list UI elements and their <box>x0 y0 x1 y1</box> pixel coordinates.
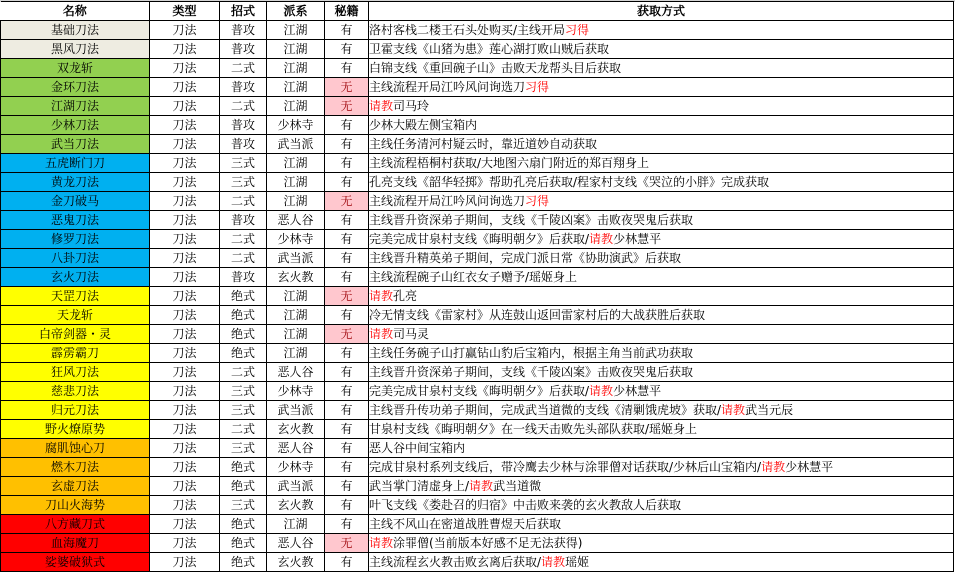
table-row <box>1 363 954 382</box>
highlight-text: 请教 <box>761 459 786 474</box>
cell-method[interactable] <box>369 287 954 306</box>
cell-secret[interactable]: 有 <box>325 363 369 382</box>
cell-school[interactable]: 江湖 <box>267 97 325 116</box>
cell-type[interactable]: 刀法 <box>150 534 220 553</box>
method-text: 主线晋升资深弟子期间，支线《千陵凶案》击败夜哭鬼后获取 <box>369 212 694 227</box>
method-text: 叶飞支线《娄赴召的归宿》中击败来袭的玄火教敌人后获取 <box>369 497 682 512</box>
cell-secret[interactable]: 有 <box>325 59 369 78</box>
cell-school[interactable]: 江湖 <box>267 287 325 306</box>
cell-style[interactable]: 三式 <box>220 439 267 458</box>
cell-method[interactable] <box>369 78 954 97</box>
cell-school[interactable]: 江湖 <box>267 78 325 97</box>
cell-secret[interactable]: 无 <box>325 97 369 116</box>
highlight-text: 请教 <box>369 535 394 550</box>
method-text: 主线流程开局江吟风问询选刀 <box>369 79 526 94</box>
cell-style[interactable]: 绝式 <box>220 477 267 496</box>
cell-type[interactable]: 刀法 <box>150 306 220 325</box>
table-row <box>1 40 954 59</box>
method-text: 完美完成甘泉村支线《晦明朝夕》后获取/ <box>369 231 590 246</box>
cell-type[interactable]: 刀法 <box>150 97 220 116</box>
cell-school[interactable]: 江湖 <box>267 306 325 325</box>
cell-secret[interactable]: 有 <box>325 439 369 458</box>
cell-secret[interactable]: 有 <box>325 401 369 420</box>
highlight-text: 请教 <box>589 231 614 246</box>
cell-secret[interactable]: 有 <box>325 173 369 192</box>
cell-style[interactable]: 二式 <box>220 230 267 249</box>
method-text: 少林慧平 <box>613 383 662 398</box>
cell-name[interactable]: 玄虚刀法 <box>1 477 150 496</box>
cell-secret[interactable]: 有 <box>325 249 369 268</box>
cell-secret[interactable]: 无 <box>325 287 369 306</box>
method-text: 武当掌门清虚身上/ <box>369 478 470 493</box>
table-row <box>1 439 954 458</box>
cell-secret[interactable]: 有 <box>325 420 369 439</box>
cell-style[interactable]: 普攻 <box>220 21 267 40</box>
cell-secret[interactable]: 有 <box>325 382 369 401</box>
cell-name[interactable]: 基础刀法 <box>1 21 150 40</box>
method-text: 武当元辰 <box>745 402 794 417</box>
table-row <box>1 211 954 230</box>
cell-type[interactable]: 刀法 <box>150 477 220 496</box>
cell-type[interactable]: 刀法 <box>150 154 220 173</box>
method-text: 卫霍支线《山猪为患》莲心湖打败山贼后获取 <box>369 41 610 56</box>
cell-style[interactable]: 绝式 <box>220 344 267 363</box>
cell-school[interactable]: 少林寺 <box>267 116 325 135</box>
header-secret[interactable]: 秘籍 <box>325 2 369 21</box>
cell-name[interactable]: 慈悲刀法 <box>1 382 150 401</box>
table-row <box>1 496 954 515</box>
cell-secret[interactable]: 有 <box>325 154 369 173</box>
method-text: 主线流程开局江吟风问询选刀 <box>369 193 526 208</box>
cell-secret[interactable]: 有 <box>325 230 369 249</box>
cell-method[interactable] <box>369 496 954 515</box>
method-text: 少林大殿左侧宝箱内 <box>369 117 478 132</box>
cell-type[interactable]: 刀法 <box>150 458 220 477</box>
spreadsheet-table <box>0 1 954 572</box>
cell-secret[interactable]: 有 <box>325 268 369 287</box>
method-text: 少林慧平 <box>613 231 662 246</box>
highlight-text: 习得 <box>565 22 590 37</box>
cell-school[interactable]: 江湖 <box>267 59 325 78</box>
cell-school[interactable]: 江湖 <box>267 515 325 534</box>
cell-secret[interactable]: 无 <box>325 325 369 344</box>
cell-school[interactable]: 玄火教 <box>267 496 325 515</box>
cell-name[interactable]: 黄龙刀法 <box>1 173 150 192</box>
method-text: 主线晋升精英弟子期间，完成门派日常《协助演武》后获取 <box>369 250 682 265</box>
cell-method[interactable] <box>369 21 954 40</box>
cell-name[interactable]: 八方藏刀式 <box>1 515 150 534</box>
cell-school[interactable]: 武当派 <box>267 401 325 420</box>
method-text: 主线流程碗子山红衣女子赠予/瑶姬身上 <box>369 269 578 284</box>
cell-school[interactable]: 武当派 <box>267 249 325 268</box>
cell-type[interactable]: 刀法 <box>150 211 220 230</box>
cell-style[interactable]: 普攻 <box>220 78 267 97</box>
cell-type[interactable]: 刀法 <box>150 116 220 135</box>
cell-method[interactable] <box>369 458 954 477</box>
cell-style[interactable]: 绝式 <box>220 287 267 306</box>
cell-school[interactable]: 武当派 <box>267 135 325 154</box>
method-text: 主线晋升资深弟子期间，支线《千陵凶案》击败夜哭鬼后获取 <box>369 364 694 379</box>
cell-school[interactable]: 恶人谷 <box>267 363 325 382</box>
highlight-text: 习得 <box>525 193 550 208</box>
method-text: 主线流程玄火教击败玄离后获取/ <box>369 554 542 569</box>
header-method[interactable]: 获取方式 <box>369 2 954 21</box>
cell-name[interactable]: 恶鬼刀法 <box>1 211 150 230</box>
cell-secret[interactable]: 有 <box>325 116 369 135</box>
method-text: 白锦支线《重回碗子山》击败天龙帮头目后获取 <box>369 60 622 75</box>
cell-type[interactable]: 刀法 <box>150 420 220 439</box>
cell-school[interactable]: 恶人谷 <box>267 211 325 230</box>
cell-style[interactable]: 普攻 <box>220 116 267 135</box>
cell-type[interactable]: 刀法 <box>150 230 220 249</box>
table-row <box>1 344 954 363</box>
cell-school[interactable]: 少林寺 <box>267 230 325 249</box>
method-text: 瑶姬 <box>565 554 590 569</box>
cell-style[interactable]: 二式 <box>220 363 267 382</box>
cell-type[interactable]: 刀法 <box>150 59 220 78</box>
cell-method[interactable] <box>369 439 954 458</box>
cell-style[interactable]: 三式 <box>220 496 267 515</box>
cell-name[interactable]: 江湖刀法 <box>1 97 150 116</box>
method-text: 甘泉村支线《晦明朝夕》在一线天击败先头部队获取/瑶姬身上 <box>369 421 698 436</box>
header-row <box>1 2 954 21</box>
cell-method[interactable] <box>369 306 954 325</box>
cell-method[interactable] <box>369 249 954 268</box>
cell-name[interactable]: 八卦刀法 <box>1 249 150 268</box>
cell-secret[interactable]: 有 <box>325 40 369 59</box>
cell-style[interactable]: 二式 <box>220 97 267 116</box>
method-text: 洛村客栈二楼王石头处购买/主线开局 <box>369 22 566 37</box>
cell-type[interactable]: 刀法 <box>150 553 220 572</box>
cell-method[interactable] <box>369 420 954 439</box>
cell-secret[interactable]: 有 <box>325 515 369 534</box>
cell-school[interactable]: 江湖 <box>267 192 325 211</box>
cell-secret[interactable]: 有 <box>325 306 369 325</box>
table-row <box>1 420 954 439</box>
cell-method[interactable] <box>369 268 954 287</box>
cell-method[interactable] <box>369 534 954 553</box>
cell-style[interactable]: 绝式 <box>220 306 267 325</box>
cell-school[interactable]: 少林寺 <box>267 382 325 401</box>
cell-method[interactable] <box>369 116 954 135</box>
method-text: 主线不风山在密道战胜曹煜天后获取 <box>369 516 562 531</box>
cell-style[interactable]: 二式 <box>220 249 267 268</box>
cell-name[interactable]: 霹雳霸刀 <box>1 344 150 363</box>
highlight-text: 习得 <box>525 79 550 94</box>
cell-secret[interactable]: 无 <box>325 192 369 211</box>
table-row <box>1 458 954 477</box>
cell-method[interactable] <box>369 401 954 420</box>
cell-type[interactable]: 刀法 <box>150 40 220 59</box>
highlight-text: 请教 <box>541 554 566 569</box>
highlight-text: 请教 <box>589 383 614 398</box>
cell-name[interactable]: 金环刀法 <box>1 78 150 97</box>
cell-name[interactable]: 狂风刀法 <box>1 363 150 382</box>
cell-name[interactable]: 金刀破马 <box>1 192 150 211</box>
table-row <box>1 325 954 344</box>
cell-name[interactable]: 黑风刀法 <box>1 40 150 59</box>
method-text: 少林慧平 <box>785 459 834 474</box>
cell-name[interactable]: 武当刀法 <box>1 135 150 154</box>
method-text: 主线任务碗子山打赢钻山豹后宝箱内，根据主角当前武功获取 <box>369 345 694 360</box>
cell-school[interactable]: 江湖 <box>267 173 325 192</box>
cell-name[interactable]: 归元刀法 <box>1 401 150 420</box>
cell-style[interactable]: 普攻 <box>220 268 267 287</box>
cell-method[interactable] <box>369 553 954 572</box>
cell-secret[interactable]: 有 <box>325 553 369 572</box>
cell-type[interactable]: 刀法 <box>150 268 220 287</box>
cell-secret[interactable]: 有 <box>325 477 369 496</box>
table-row <box>1 553 954 572</box>
cell-method[interactable] <box>369 211 954 230</box>
method-text: 主线任务清河村疑云时，靠近道妙自动获取 <box>369 136 598 151</box>
cell-school[interactable]: 恶人谷 <box>267 534 325 553</box>
cell-secret[interactable]: 有 <box>325 211 369 230</box>
method-text: 恶人谷中间宝箱内 <box>369 440 466 455</box>
cell-school[interactable]: 恶人谷 <box>267 439 325 458</box>
cell-name[interactable]: 野火燎原势 <box>1 420 150 439</box>
header-name[interactable]: 名称 <box>1 2 150 21</box>
table-body <box>1 21 954 572</box>
cell-name[interactable]: 燃木刀法 <box>1 458 150 477</box>
header-school[interactable]: 派系 <box>267 2 325 21</box>
table-row <box>1 116 954 135</box>
cell-style[interactable]: 绝式 <box>220 534 267 553</box>
cell-type[interactable]: 刀法 <box>150 382 220 401</box>
table-row <box>1 230 954 249</box>
cell-style[interactable]: 普攻 <box>220 135 267 154</box>
table-row <box>1 401 954 420</box>
cell-school[interactable]: 江湖 <box>267 344 325 363</box>
cell-secret[interactable]: 有 <box>325 135 369 154</box>
cell-style[interactable]: 绝式 <box>220 553 267 572</box>
cell-method[interactable] <box>369 59 954 78</box>
cell-secret[interactable]: 无 <box>325 534 369 553</box>
table-row <box>1 173 954 192</box>
cell-method[interactable] <box>369 173 954 192</box>
cell-type[interactable]: 刀法 <box>150 21 220 40</box>
table-row <box>1 78 954 97</box>
cell-type[interactable]: 刀法 <box>150 515 220 534</box>
method-text: 孔亮 <box>393 288 418 303</box>
cell-method[interactable] <box>369 135 954 154</box>
cell-name[interactable]: 白帝剑器・灵 <box>1 325 150 344</box>
method-text: 武当道微 <box>493 478 542 493</box>
table-row <box>1 97 954 116</box>
highlight-text: 请教 <box>369 326 394 341</box>
cell-type[interactable]: 刀法 <box>150 78 220 97</box>
cell-type[interactable]: 刀法 <box>150 325 220 344</box>
cell-name[interactable]: 修罗刀法 <box>1 230 150 249</box>
method-text: 完成甘泉村系列支线后，带冷鹰去少林与涂罪僧对话获取/少林后山宝箱内/ <box>369 459 762 474</box>
header-type[interactable]: 类型 <box>150 2 220 21</box>
cell-school[interactable]: 江湖 <box>267 154 325 173</box>
table-row <box>1 534 954 553</box>
cell-type[interactable]: 刀法 <box>150 344 220 363</box>
table-row <box>1 59 954 78</box>
method-text: 司马灵 <box>393 326 430 341</box>
method-text: 完美完成甘泉村支线《晦明朝夕》后获取/ <box>369 383 590 398</box>
cell-school[interactable]: 玄火教 <box>267 420 325 439</box>
highlight-text: 请教 <box>369 98 394 113</box>
cell-method[interactable] <box>369 515 954 534</box>
cell-name[interactable]: 双龙斩 <box>1 59 150 78</box>
cell-school[interactable]: 玄火教 <box>267 268 325 287</box>
method-text: 涂罪僧(当前版本好感不足无法获得) <box>393 535 583 550</box>
cell-name[interactable]: 天龙斩 <box>1 306 150 325</box>
highlight-text: 请教 <box>469 478 494 493</box>
cell-style[interactable]: 三式 <box>220 173 267 192</box>
cell-secret[interactable]: 有 <box>325 344 369 363</box>
cell-name[interactable]: 娑婆破狱式 <box>1 553 150 572</box>
cell-method[interactable] <box>369 154 954 173</box>
cell-method[interactable] <box>369 97 954 116</box>
cell-style[interactable]: 三式 <box>220 382 267 401</box>
cell-type[interactable]: 刀法 <box>150 401 220 420</box>
cell-method[interactable] <box>369 363 954 382</box>
cell-style[interactable]: 普攻 <box>220 211 267 230</box>
cell-secret[interactable]: 有 <box>325 458 369 477</box>
cell-name[interactable]: 天罡刀法 <box>1 287 150 306</box>
cell-style[interactable]: 三式 <box>220 401 267 420</box>
cell-type[interactable]: 刀法 <box>150 496 220 515</box>
table-row <box>1 192 954 211</box>
cell-style[interactable]: 绝式 <box>220 458 267 477</box>
cell-method[interactable] <box>369 230 954 249</box>
cell-type[interactable]: 刀法 <box>150 249 220 268</box>
method-text: 主线晋升传功弟子期间，完成武当道微的支线《清剿饿虎坡》获取/ <box>369 402 722 417</box>
cell-name[interactable]: 刀山火海势 <box>1 496 150 515</box>
cell-school[interactable]: 玄火教 <box>267 553 325 572</box>
cell-method[interactable] <box>369 477 954 496</box>
table-row <box>1 382 954 401</box>
cell-school[interactable]: 江湖 <box>267 325 325 344</box>
cell-method[interactable] <box>369 344 954 363</box>
cell-style[interactable]: 二式 <box>220 420 267 439</box>
cell-name[interactable]: 五虎断门刀 <box>1 154 150 173</box>
table-row <box>1 287 954 306</box>
table-row <box>1 135 954 154</box>
cell-name[interactable]: 腐肌蚀心刀 <box>1 439 150 458</box>
cell-type[interactable]: 刀法 <box>150 192 220 211</box>
highlight-text: 请教 <box>721 402 746 417</box>
cell-style[interactable]: 绝式 <box>220 325 267 344</box>
cell-name[interactable]: 少林刀法 <box>1 116 150 135</box>
cell-name[interactable]: 血海魔刀 <box>1 534 150 553</box>
cell-school[interactable]: 江湖 <box>267 21 325 40</box>
cell-style[interactable]: 三式 <box>220 154 267 173</box>
cell-style[interactable]: 绝式 <box>220 515 267 534</box>
cell-school[interactable]: 少林寺 <box>267 458 325 477</box>
highlight-text: 请教 <box>369 288 394 303</box>
table-row <box>1 477 954 496</box>
cell-school[interactable]: 江湖 <box>267 40 325 59</box>
cell-type[interactable]: 刀法 <box>150 439 220 458</box>
cell-school[interactable]: 武当派 <box>267 477 325 496</box>
table-row <box>1 515 954 534</box>
cell-method[interactable] <box>369 382 954 401</box>
cell-method[interactable] <box>369 192 954 211</box>
cell-style[interactable]: 二式 <box>220 59 267 78</box>
cell-style[interactable]: 普攻 <box>220 40 267 59</box>
cell-method[interactable] <box>369 40 954 59</box>
header-style[interactable]: 招式 <box>220 2 267 21</box>
cell-style[interactable]: 二式 <box>220 192 267 211</box>
method-text: 主线流程梧桐村获取/大地图六扇门附近的郑百翔身上 <box>369 155 650 170</box>
cell-secret[interactable]: 无 <box>325 78 369 97</box>
table-row <box>1 306 954 325</box>
cell-type[interactable]: 刀法 <box>150 173 220 192</box>
cell-name[interactable]: 玄火刀法 <box>1 268 150 287</box>
cell-method[interactable] <box>369 325 954 344</box>
cell-secret[interactable]: 有 <box>325 21 369 40</box>
cell-type[interactable]: 刀法 <box>150 135 220 154</box>
cell-type[interactable]: 刀法 <box>150 363 220 382</box>
cell-type[interactable]: 刀法 <box>150 287 220 306</box>
cell-secret[interactable]: 有 <box>325 496 369 515</box>
method-text: 司马玲 <box>393 98 430 113</box>
table-row <box>1 154 954 173</box>
method-text: 冷无情支线《雷家村》从连鼓山返回雷家村后的大战获胜后获取 <box>369 307 706 322</box>
table-row <box>1 268 954 287</box>
table-row <box>1 249 954 268</box>
method-text: 孔亮支线《韶华轻掷》帮助孔亮后获取/程家村支线《哭泣的小胖》完成获取 <box>369 174 770 189</box>
table-row <box>1 21 954 40</box>
